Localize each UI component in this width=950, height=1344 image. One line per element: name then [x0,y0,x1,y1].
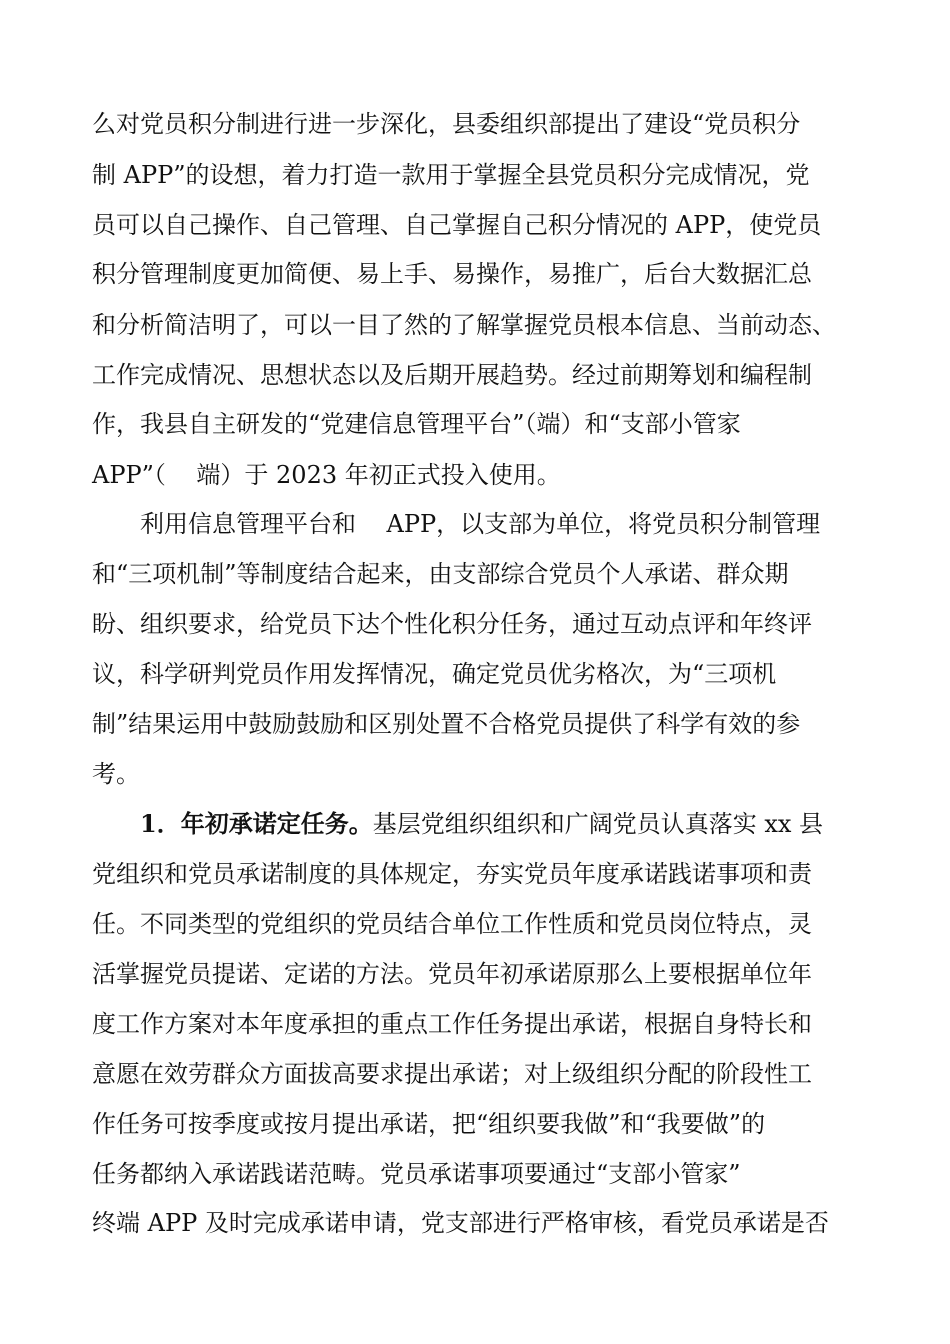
paragraph-line: 党组织和党员承诺制度的具体规定，夯实党员年度承诺践诺事项和责 [92,860,812,888]
section-intro-text: 基层党组织组织和广阔党员认真落实 xx 县 [372,810,824,838]
paragraph-line: 盼、组织要求，给党员下达个性化积分任务，通过互动点评和年终评 [92,610,812,638]
paragraph-line: 和分析简洁明了，可以一目了然的了解掌握党员根本信息、当前动态、 [92,311,836,339]
paragraph-line: 任。不同类型的党组织的党员结合单位工作性质和党员岗位特点，灵 [92,910,812,938]
paragraph-line: 制”结果运用中鼓励鼓励和区别处置不合格党员提供了科学有效的参 [92,710,801,738]
paragraph-line: 员可以自己操作、自己管理、自己掌握自己积分情况的 APP，使党员 [92,211,822,239]
paragraph-line: 积分管理制度更加简便、易上手、易操作，易推广，后台大数据汇总 [92,260,812,288]
section-heading: 1．年初承诺定任务。 [140,809,373,838]
paragraph-line: 工作完成情况、思想状态以及后期开展趋势。经过前期筹划和编程制 [92,361,812,389]
paragraph-line: 作，我县自主研发的“党建信息管理平台”（端）和“支部小管家 [92,410,741,438]
paragraph-line: 和“三项机制”等制度结合起来，由支部综合党员个人承诺、群众期 [92,560,789,588]
section-heading-line [140,804,823,844]
paragraph-line: 么对党员积分制进行进一步深化，县委组织部提出了建设“党员积分 [92,110,801,138]
paragraph-line: 制 APP”的设想，着力打造一款用于掌握全县党员积分完成情况，党 [92,161,810,189]
paragraph-line: 议，科学研判党员作用发挥情况，确定党员优劣格次，为“三项机 [92,660,777,688]
paragraph-line: 活掌握党员提诺、定诺的方法。党员年初承诺原那么上要根据单位年 [92,960,812,988]
paragraph-line: 终端 APP 及时完成承诺申请，党支部进行严格审核，看党员承诺是否 [92,1209,829,1237]
paragraph-line: APP”（ 端）于 2023 年初正式投入使用。 [92,461,561,489]
paragraph-line: 考。 [92,760,140,788]
paragraph-line: 利用信息管理平台和 APP，以支部为单位，将党员积分制管理 [140,510,821,538]
paragraph-line: 作任务可按季度或按月提出承诺，把“组织要我做”和“我要做”的 [92,1110,766,1138]
paragraph-line: 任务都纳入承诺践诺范畴。党员承诺事项要通过“支部小管家” [92,1160,741,1188]
paragraph-line: 度工作方案对本年度承担的重点工作任务提出承诺，根据自身特长和 [92,1010,812,1038]
paragraph-line: 意愿在效劳群众方面拔高要求提出承诺；对上级组织分配的阶段性工 [92,1060,812,1088]
